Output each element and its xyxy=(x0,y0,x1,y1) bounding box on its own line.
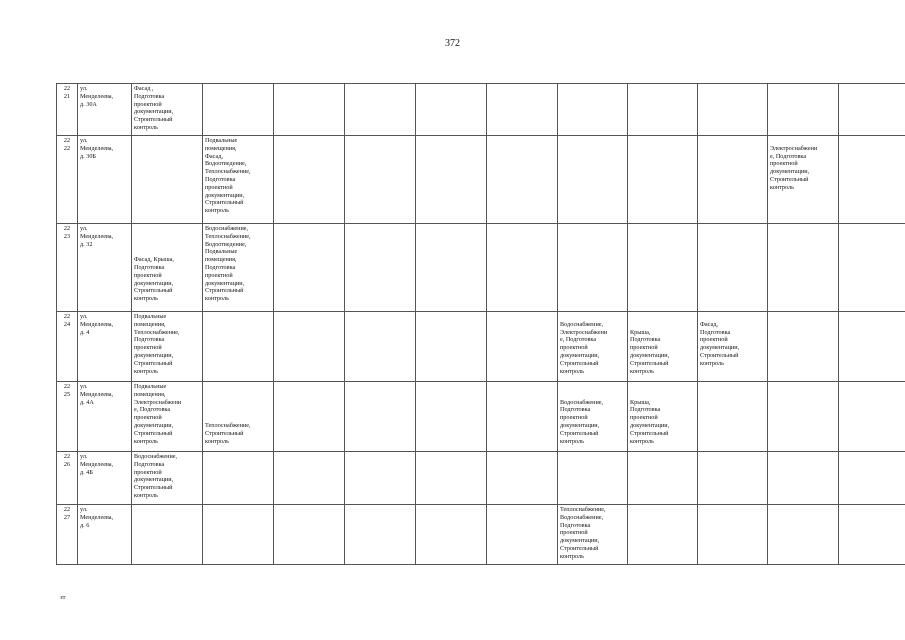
work-type-cell xyxy=(487,136,558,224)
work-type-cell xyxy=(345,224,416,312)
work-type-cell: Теплоснабжение, Водоснабжение, Подготовка проектной документации, Строительный контроль xyxy=(558,505,628,565)
work-type-cell xyxy=(698,382,768,452)
work-type-cell xyxy=(839,452,905,505)
work-type-cell xyxy=(345,136,416,224)
work-type-cell xyxy=(487,224,558,312)
work-type-cell xyxy=(558,224,628,312)
work-type-cell xyxy=(274,84,345,136)
work-type-cell: Подвальные помещения, Фасад, Водоотведение, Теплоснабжение, Подготовка проектной документации, Строительный контроль xyxy=(203,136,274,224)
work-type-cell xyxy=(839,312,905,382)
work-type-cell xyxy=(274,505,345,565)
work-type-cell xyxy=(768,312,839,382)
table-row xyxy=(57,84,905,136)
work-type-cell xyxy=(698,224,768,312)
work-type-cell: Водоснабжение, Подготовка проектной документации, Строительный контроль xyxy=(132,452,203,505)
work-type-cell xyxy=(416,84,487,136)
work-type-cell xyxy=(628,136,698,224)
work-type-cell xyxy=(345,312,416,382)
work-type-cell xyxy=(274,136,345,224)
work-type-cell xyxy=(345,505,416,565)
work-type-cell xyxy=(203,452,274,505)
work-type-cell xyxy=(768,84,839,136)
work-type-cell xyxy=(768,382,839,452)
work-type-cell xyxy=(416,136,487,224)
work-type-cell xyxy=(416,452,487,505)
work-type-cell xyxy=(487,312,558,382)
work-type-cell xyxy=(558,136,628,224)
work-type-cell xyxy=(203,312,274,382)
work-type-cell xyxy=(839,136,905,224)
row-number-cell: 22 27 xyxy=(57,505,78,565)
work-type-cell: Крыша, Подготовка проектной документации, Строительный контроль xyxy=(628,382,698,452)
row-number-cell: 22 24 xyxy=(57,312,78,382)
table-row xyxy=(57,452,905,505)
work-type-cell xyxy=(839,224,905,312)
work-type-cell: Электроснабжени е, Подготовка проектной документации, Строительный контроль xyxy=(768,136,839,224)
work-type-cell: Фасад, Подготовка проектной документации, Строительный контроль xyxy=(698,312,768,382)
work-type-cell xyxy=(274,224,345,312)
work-type-cell xyxy=(203,505,274,565)
work-type-cell xyxy=(768,224,839,312)
work-type-cell xyxy=(487,505,558,565)
address-cell: ул. Менделеева, д. 30Б xyxy=(78,136,132,224)
work-type-cell xyxy=(558,452,628,505)
work-type-cell: Фасад, Крыша, Подготовка проектной документации, Строительный контроль xyxy=(132,224,203,312)
work-type-cell xyxy=(698,452,768,505)
work-type-cell xyxy=(345,382,416,452)
work-type-cell xyxy=(698,136,768,224)
work-type-cell xyxy=(628,84,698,136)
address-cell: ул. Менделеева, д. 4Б xyxy=(78,452,132,505)
row-number-cell: 22 25 xyxy=(57,382,78,452)
row-number-cell: 22 26 xyxy=(57,452,78,505)
work-type-cell xyxy=(628,224,698,312)
work-type-cell xyxy=(274,312,345,382)
work-type-cell xyxy=(416,505,487,565)
work-type-cell xyxy=(345,452,416,505)
work-type-cell xyxy=(345,84,416,136)
table-row xyxy=(57,382,905,452)
work-type-cell xyxy=(274,382,345,452)
work-type-cell xyxy=(839,382,905,452)
table-row xyxy=(57,312,905,382)
work-type-cell xyxy=(628,452,698,505)
work-type-cell xyxy=(839,84,905,136)
work-type-cell xyxy=(698,84,768,136)
work-type-cell xyxy=(628,505,698,565)
address-cell: ул. Менделеева, д. 30А xyxy=(78,84,132,136)
work-type-cell: Теплоснабжение, Строительный контроль xyxy=(203,382,274,452)
work-type-cell: Фасад , Подготовка проектной документации, Строительный контроль xyxy=(132,84,203,136)
row-number-cell: 22 21 xyxy=(57,84,78,136)
address-cell: ул. Менделеева, д. 4 xyxy=(78,312,132,382)
row-number-cell: 22 22 xyxy=(57,136,78,224)
work-type-cell: Водоснабжение, Электроснабжени е, Подготовка проектной документации, Строительный контроль xyxy=(558,312,628,382)
work-type-cell xyxy=(274,452,345,505)
work-type-cell xyxy=(487,382,558,452)
footer-mark: зт xyxy=(60,594,66,601)
work-type-cell xyxy=(768,452,839,505)
work-type-cell xyxy=(839,505,905,565)
table-row xyxy=(57,505,905,565)
work-type-cell xyxy=(203,84,274,136)
work-type-cell xyxy=(487,452,558,505)
work-type-cell: Подвальные помещения, Электроснабжени е, Подготовка проектной документации, Строительный контроль xyxy=(132,382,203,452)
work-type-cell xyxy=(698,505,768,565)
work-type-cell xyxy=(132,136,203,224)
page-number: 372 xyxy=(445,38,460,49)
work-type-cell xyxy=(132,505,203,565)
work-type-cell xyxy=(416,224,487,312)
work-type-cell: Водоснабжение, Теплоснабжение, Водоотведение, Подвальные помещения, Подготовка проектной документации, Строительный контроль xyxy=(203,224,274,312)
table-row xyxy=(57,224,905,312)
address-cell: ул. Менделеева, д. 32 xyxy=(78,224,132,312)
work-type-cell xyxy=(416,312,487,382)
work-type-cell xyxy=(487,84,558,136)
table-row xyxy=(57,136,905,224)
work-type-cell: Крыша, Подготовка проектной документации, Строительный контроль xyxy=(628,312,698,382)
repair-schedule-table xyxy=(56,83,905,565)
work-type-cell: Водоснабжение, Подготовка проектной документации, Строительный контроль xyxy=(558,382,628,452)
address-cell: ул. Менделеева, д. 4А xyxy=(78,382,132,452)
work-type-cell xyxy=(768,505,839,565)
address-cell: ул. Менделеева, д. 6 xyxy=(78,505,132,565)
row-number-cell: 22 23 xyxy=(57,224,78,312)
work-type-cell: Подвальные помещения, Теплоснабжение, Подготовка проектной документации, Строительный контроль xyxy=(132,312,203,382)
work-type-cell xyxy=(558,84,628,136)
work-type-cell xyxy=(416,382,487,452)
